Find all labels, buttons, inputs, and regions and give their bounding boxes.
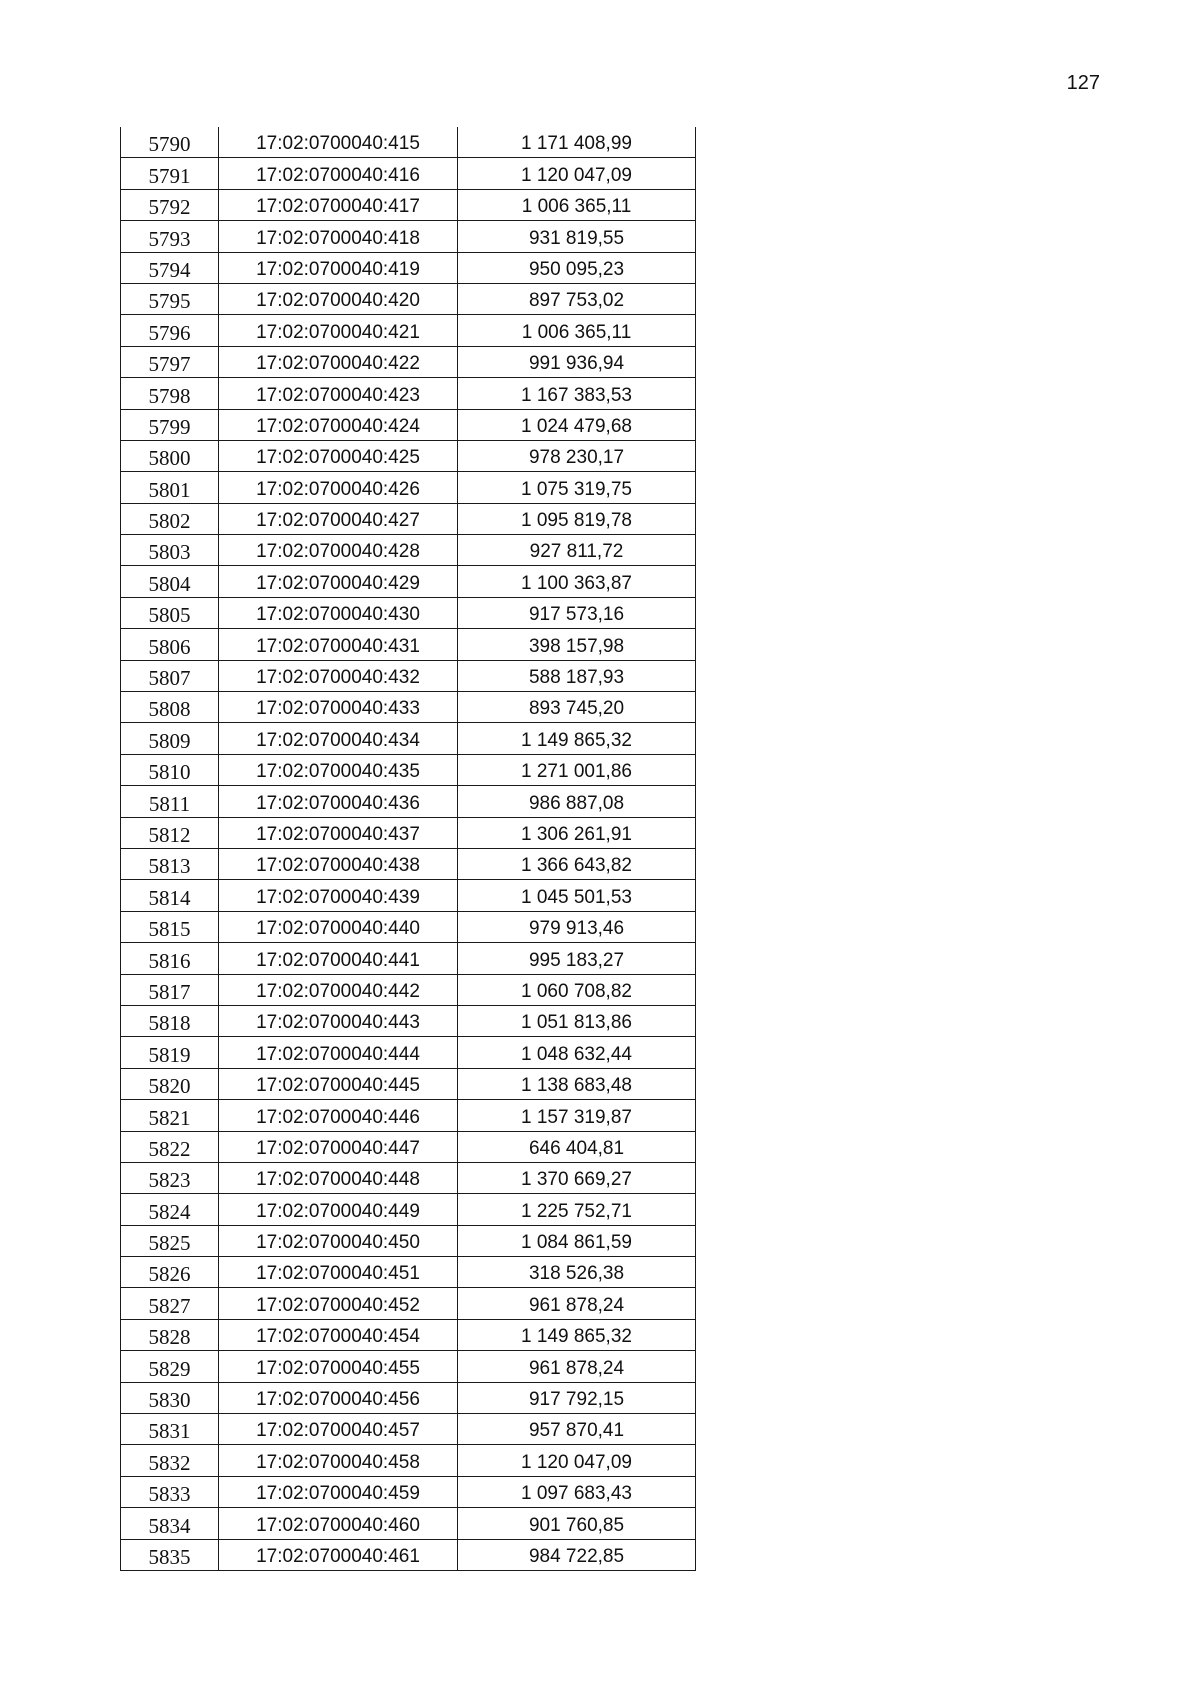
table-row: [121, 1257, 696, 1288]
table-row: [121, 1445, 696, 1476]
table-row: [121, 283, 696, 314]
cadastral-number-cell: 17:02:0700040:437: [219, 817, 458, 848]
table-row: [121, 1194, 696, 1225]
cadastral-value-cell: 1 095 819,78: [458, 503, 696, 534]
cadastral-number-cell: 17:02:0700040:436: [219, 786, 458, 817]
cadastral-value-cell: 961 878,24: [458, 1351, 696, 1382]
row-number-cell: 5825: [121, 1225, 219, 1256]
table-row: [121, 817, 696, 848]
cadastral-value-cell: 1 024 479,68: [458, 409, 696, 440]
row-number-cell: 5826: [121, 1257, 219, 1288]
row-number-cell: 5818: [121, 1005, 219, 1036]
cadastral-number-cell: 17:02:0700040:425: [219, 440, 458, 471]
cadastral-value-cell: 1 167 383,53: [458, 378, 696, 409]
cadastral-value-cell: 1 006 365,11: [458, 315, 696, 346]
row-number-cell: 5814: [121, 880, 219, 911]
cadastral-number-cell: 17:02:0700040:433: [219, 692, 458, 723]
table-row: [121, 535, 696, 566]
table-row: [121, 1225, 696, 1256]
cadastral-value-cell: 1 149 865,32: [458, 723, 696, 754]
row-number-cell: 5810: [121, 754, 219, 785]
cadastral-number-cell: 17:02:0700040:452: [219, 1288, 458, 1319]
row-number-cell: 5801: [121, 472, 219, 503]
table-row: [121, 315, 696, 346]
row-number-cell: 5834: [121, 1508, 219, 1539]
table-row: [121, 1100, 696, 1131]
row-number-cell: 5799: [121, 409, 219, 440]
table-row: [121, 1162, 696, 1193]
cadastral-value-cell: 1 306 261,91: [458, 817, 696, 848]
cadastral-value-cell: 1 149 865,32: [458, 1319, 696, 1350]
row-number-cell: 5821: [121, 1100, 219, 1131]
cadastral-value-cell: 398 157,98: [458, 629, 696, 660]
cadastral-value-cell: 1 271 001,86: [458, 754, 696, 785]
cadastral-number-cell: 17:02:0700040:417: [219, 189, 458, 220]
row-number-cell: 5800: [121, 440, 219, 471]
cadastral-number-cell: 17:02:0700040:459: [219, 1476, 458, 1507]
table-row: [121, 346, 696, 377]
row-number-cell: 5792: [121, 189, 219, 220]
cadastral-value-cell: 1 006 365,11: [458, 189, 696, 220]
cadastral-value-cell: 588 187,93: [458, 660, 696, 691]
table-row: [121, 723, 696, 754]
table-row: [121, 1351, 696, 1382]
cadastral-number-cell: 17:02:0700040:443: [219, 1005, 458, 1036]
cadastral-value-cell: 1 060 708,82: [458, 974, 696, 1005]
cadastral-number-cell: 17:02:0700040:423: [219, 378, 458, 409]
cadastral-value-cell: 893 745,20: [458, 692, 696, 723]
cadastral-number-cell: 17:02:0700040:420: [219, 283, 458, 314]
cadastral-number-cell: 17:02:0700040:456: [219, 1382, 458, 1413]
row-number-cell: 5835: [121, 1539, 219, 1570]
row-number-cell: 5827: [121, 1288, 219, 1319]
table-row: [121, 566, 696, 597]
cadastral-number-cell: 17:02:0700040:419: [219, 252, 458, 283]
row-number-cell: 5804: [121, 566, 219, 597]
cadastral-value-cell: 991 936,94: [458, 346, 696, 377]
table-row: [121, 1414, 696, 1445]
cadastral-value-cell: 979 913,46: [458, 911, 696, 942]
cadastral-value-cell: 1 370 669,27: [458, 1162, 696, 1193]
row-number-cell: 5820: [121, 1068, 219, 1099]
table-row: [121, 1539, 696, 1570]
row-number-cell: 5802: [121, 503, 219, 534]
row-number-cell: 5811: [121, 786, 219, 817]
cadastral-value-cell: 901 760,85: [458, 1508, 696, 1539]
row-number-cell: 5797: [121, 346, 219, 377]
table-row: [121, 1319, 696, 1350]
row-number-cell: 5790: [121, 127, 219, 158]
cadastral-number-cell: 17:02:0700040:426: [219, 472, 458, 503]
table-row: [121, 848, 696, 879]
row-number-cell: 5833: [121, 1476, 219, 1507]
cadastral-value-cell: 917 573,16: [458, 597, 696, 628]
cadastral-value-cell: 950 095,23: [458, 252, 696, 283]
row-number-cell: 5812: [121, 817, 219, 848]
cadastral-number-cell: 17:02:0700040:449: [219, 1194, 458, 1225]
cadastral-number-cell: 17:02:0700040:451: [219, 1257, 458, 1288]
row-number-cell: 5791: [121, 158, 219, 189]
cadastral-number-cell: 17:02:0700040:441: [219, 943, 458, 974]
cadastral-number-cell: 17:02:0700040:455: [219, 1351, 458, 1382]
cadastral-number-cell: 17:02:0700040:445: [219, 1068, 458, 1099]
table-row: [121, 221, 696, 252]
row-number-cell: 5828: [121, 1319, 219, 1350]
row-number-cell: 5807: [121, 660, 219, 691]
page-number: 127: [1066, 72, 1100, 94]
table-row: [121, 252, 696, 283]
cadastral-number-cell: 17:02:0700040:461: [219, 1539, 458, 1570]
cadastral-value-cell: 957 870,41: [458, 1414, 696, 1445]
cadastral-value-cell: 646 404,81: [458, 1131, 696, 1162]
table-row: [121, 660, 696, 691]
cadastral-number-cell: 17:02:0700040:438: [219, 848, 458, 879]
row-number-cell: 5816: [121, 943, 219, 974]
row-number-cell: 5829: [121, 1351, 219, 1382]
table-row: [121, 1037, 696, 1068]
cadastral-value-cell: 978 230,17: [458, 440, 696, 471]
cadastral-value-table: [120, 127, 696, 1571]
cadastral-value-cell: 1 225 752,71: [458, 1194, 696, 1225]
row-number-cell: 5803: [121, 535, 219, 566]
table-row: [121, 472, 696, 503]
cadastral-number-cell: 17:02:0700040:416: [219, 158, 458, 189]
row-number-cell: 5808: [121, 692, 219, 723]
row-number-cell: 5823: [121, 1162, 219, 1193]
cadastral-value-cell: 1 097 683,43: [458, 1476, 696, 1507]
table-row: [121, 692, 696, 723]
cadastral-number-cell: 17:02:0700040:421: [219, 315, 458, 346]
table-row: [121, 1068, 696, 1099]
row-number-cell: 5809: [121, 723, 219, 754]
cadastral-value-cell: 1 138 683,48: [458, 1068, 696, 1099]
row-number-cell: 5815: [121, 911, 219, 942]
row-number-cell: 5798: [121, 378, 219, 409]
cadastral-number-cell: 17:02:0700040:448: [219, 1162, 458, 1193]
cadastral-value-cell: 1 045 501,53: [458, 880, 696, 911]
table-row: [121, 943, 696, 974]
cadastral-number-cell: 17:02:0700040:429: [219, 566, 458, 597]
row-number-cell: 5806: [121, 629, 219, 660]
row-number-cell: 5817: [121, 974, 219, 1005]
table-row: [121, 378, 696, 409]
table-row: [121, 1508, 696, 1539]
table-row: [121, 189, 696, 220]
cadastral-value-cell: 986 887,08: [458, 786, 696, 817]
row-number-cell: 5793: [121, 221, 219, 252]
cadastral-number-cell: 17:02:0700040:424: [219, 409, 458, 440]
cadastral-number-cell: 17:02:0700040:450: [219, 1225, 458, 1256]
table-row: [121, 754, 696, 785]
cadastral-number-cell: 17:02:0700040:460: [219, 1508, 458, 1539]
row-number-cell: 5805: [121, 597, 219, 628]
table-row: [121, 158, 696, 189]
table-row: [121, 1382, 696, 1413]
table-row: [121, 1005, 696, 1036]
table-row: [121, 440, 696, 471]
cadastral-value-cell: 961 878,24: [458, 1288, 696, 1319]
cadastral-number-cell: 17:02:0700040:427: [219, 503, 458, 534]
table-row: [121, 1131, 696, 1162]
cadastral-number-cell: 17:02:0700040:422: [219, 346, 458, 377]
cadastral-number-cell: 17:02:0700040:442: [219, 974, 458, 1005]
cadastral-number-cell: 17:02:0700040:440: [219, 911, 458, 942]
table-row: [121, 597, 696, 628]
table-row: [121, 974, 696, 1005]
cadastral-number-cell: 17:02:0700040:446: [219, 1100, 458, 1131]
cadastral-value-cell: 1 120 047,09: [458, 158, 696, 189]
table-row: [121, 911, 696, 942]
row-number-cell: 5830: [121, 1382, 219, 1413]
cadastral-number-cell: 17:02:0700040:428: [219, 535, 458, 566]
table-row: [121, 1288, 696, 1319]
cadastral-value-cell: 984 722,85: [458, 1539, 696, 1570]
table-row: [121, 629, 696, 660]
cadastral-number-cell: 17:02:0700040:458: [219, 1445, 458, 1476]
table-body: [121, 127, 696, 1570]
cadastral-number-cell: 17:02:0700040:432: [219, 660, 458, 691]
table-row: [121, 880, 696, 911]
row-number-cell: 5831: [121, 1414, 219, 1445]
cadastral-value-cell: 1 171 408,99: [458, 127, 696, 158]
cadastral-number-cell: 17:02:0700040:457: [219, 1414, 458, 1445]
cadastral-number-cell: 17:02:0700040:431: [219, 629, 458, 660]
cadastral-value-cell: 1 048 632,44: [458, 1037, 696, 1068]
table-row: [121, 1476, 696, 1507]
table-row: [121, 409, 696, 440]
row-number-cell: 5794: [121, 252, 219, 283]
cadastral-number-cell: 17:02:0700040:434: [219, 723, 458, 754]
row-number-cell: 5832: [121, 1445, 219, 1476]
cadastral-value-cell: 995 183,27: [458, 943, 696, 974]
cadastral-value-cell: 1 100 363,87: [458, 566, 696, 597]
cadastral-value-cell: 931 819,55: [458, 221, 696, 252]
table-row: [121, 127, 696, 158]
row-number-cell: 5822: [121, 1131, 219, 1162]
cadastral-number-cell: 17:02:0700040:439: [219, 880, 458, 911]
cadastral-value-cell: 318 526,38: [458, 1257, 696, 1288]
cadastral-value-cell: 1 051 813,86: [458, 1005, 696, 1036]
cadastral-value-cell: 1 084 861,59: [458, 1225, 696, 1256]
cadastral-number-cell: 17:02:0700040:447: [219, 1131, 458, 1162]
cadastral-number-cell: 17:02:0700040:444: [219, 1037, 458, 1068]
table-row: [121, 786, 696, 817]
cadastral-number-cell: 17:02:0700040:435: [219, 754, 458, 785]
cadastral-number-cell: 17:02:0700040:430: [219, 597, 458, 628]
cadastral-value-cell: 917 792,15: [458, 1382, 696, 1413]
row-number-cell: 5819: [121, 1037, 219, 1068]
cadastral-value-cell: 927 811,72: [458, 535, 696, 566]
row-number-cell: 5813: [121, 848, 219, 879]
table-row: [121, 503, 696, 534]
cadastral-value-cell: 1 120 047,09: [458, 1445, 696, 1476]
cadastral-value-cell: 897 753,02: [458, 283, 696, 314]
row-number-cell: 5796: [121, 315, 219, 346]
cadastral-value-cell: 1 366 643,82: [458, 848, 696, 879]
cadastral-value-cell: 1 075 319,75: [458, 472, 696, 503]
cadastral-number-cell: 17:02:0700040:415: [219, 127, 458, 158]
row-number-cell: 5795: [121, 283, 219, 314]
cadastral-number-cell: 17:02:0700040:454: [219, 1319, 458, 1350]
cadastral-value-cell: 1 157 319,87: [458, 1100, 696, 1131]
row-number-cell: 5824: [121, 1194, 219, 1225]
cadastral-number-cell: 17:02:0700040:418: [219, 221, 458, 252]
